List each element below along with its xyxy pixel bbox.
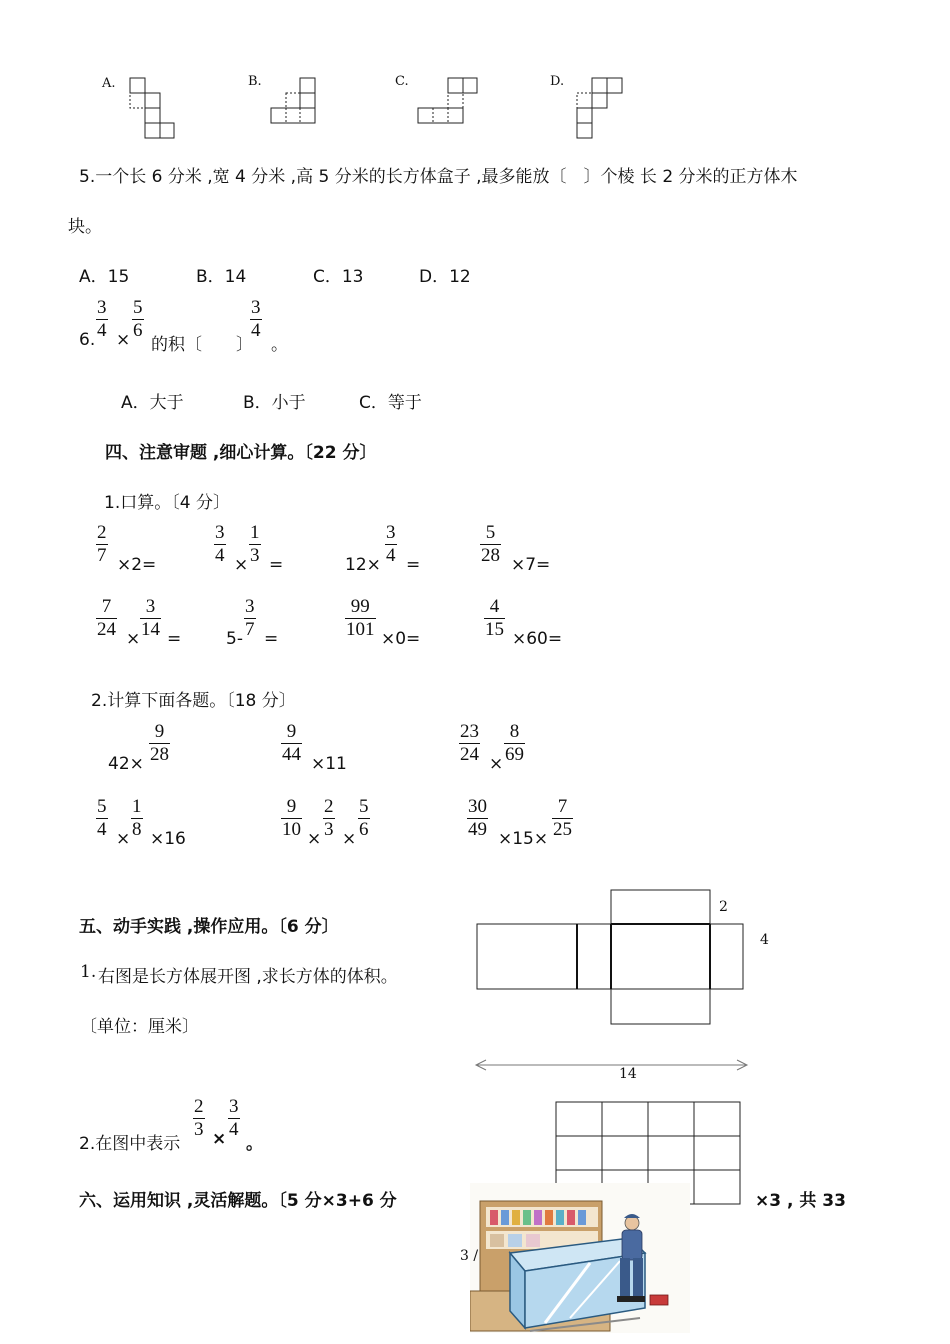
shape-option-b	[268, 74, 323, 126]
calc-e-fraction-2: $\frac{2}{3}$	[324, 796, 334, 840]
oral-r1c3-tail: =	[406, 555, 421, 575]
calc-d-op: ×	[116, 829, 131, 849]
section4-title: 四、注意审题 ,细心计算。〔22 分〕	[105, 443, 377, 463]
cuboid-net-diagram	[470, 885, 770, 1085]
section6-title: 六、运用知识 ,灵活解题。〔5 分×3+6 分	[79, 1191, 397, 1211]
oral-r2c1-fraction-1: $\frac{7}{24}$	[97, 596, 116, 640]
oral-r1c3-fraction: $\frac{3}{4}$	[386, 522, 396, 566]
oral-r1c2-op: ×	[234, 555, 249, 575]
q6-prefix: 6.	[79, 330, 96, 350]
net-label-bottom: 14	[619, 1066, 637, 1082]
oral-r2c1-op: ×	[126, 629, 141, 649]
section5-q1-text: 右图是长方体展开图 ,求长方体的体积。	[98, 967, 398, 987]
calc-a-fraction: $\frac{9}{28}$	[150, 721, 169, 765]
net-label-right: 4	[760, 932, 769, 948]
calc-e-fraction-3: $\frac{5}{6}$	[359, 796, 369, 840]
q6-fraction-3: $\frac{3}{4}$	[251, 297, 261, 341]
section5-q2-prefix: 2.在图中表示	[79, 1134, 181, 1154]
q5-text-line2: 块。	[68, 217, 102, 237]
oral-r1c2-tail: =	[269, 555, 284, 575]
oral-r2c2-tail: =	[264, 629, 279, 649]
calc-e-op2: ×	[342, 829, 357, 849]
q6-option-b: B．小于	[243, 393, 306, 413]
calc-c-fraction-1: $\frac{23}{24}$	[460, 721, 479, 765]
calc-c-op: ×	[489, 754, 504, 774]
q6-option-c: C．等于	[359, 393, 422, 413]
oral-r1c4-fraction: $\frac{5}{28}$	[481, 522, 500, 566]
q6-middle: 的积〔 〕	[151, 335, 253, 355]
calc-f-fraction-2: $\frac{7}{25}$	[553, 796, 572, 840]
oral-r1c1-fraction: $\frac{2}{7}$	[97, 522, 107, 566]
calc-b-tail: ×11	[311, 754, 347, 774]
calc-d-tail: ×16	[150, 829, 186, 849]
section5-q1-number: 1.	[80, 962, 97, 982]
shape-option-d-label: D.	[550, 74, 565, 89]
oral-r2c3-tail: ×0=	[381, 629, 421, 649]
calc-f-mid: ×15×	[498, 829, 549, 849]
q6-fraction-2: $\frac{5}{6}$	[133, 297, 143, 341]
section5-q2-fraction-2: $\frac{3}{4}$	[229, 1096, 239, 1140]
shape-option-c-label: C.	[395, 74, 409, 89]
q5-option-a: A．15	[79, 267, 130, 287]
q6-option-a: A．大于	[121, 393, 184, 413]
calc-d-fraction-2: $\frac{1}{8}$	[132, 796, 142, 840]
worker-glass-case-illustration	[470, 1183, 690, 1333]
oral-r2c2-fraction: $\frac{3}{7}$	[245, 596, 255, 640]
section4-sub2: 2.计算下面各题。〔18 分〕	[91, 691, 296, 711]
oral-r1c4-tail: ×7=	[511, 555, 551, 575]
shape-option-d	[574, 74, 629, 142]
oral-r1c1-tail: ×2=	[117, 555, 157, 575]
shape-option-a-label: A.	[102, 76, 116, 91]
calc-e-op1: ×	[307, 829, 322, 849]
calc-d-fraction-1: $\frac{5}{4}$	[97, 796, 107, 840]
calc-f-fraction-1: $\frac{30}{49}$	[468, 796, 487, 840]
shape-option-c	[415, 74, 480, 126]
section5-title: 五、动手实践 ,操作应用。〔6 分〕	[79, 917, 339, 937]
calc-e-fraction-1: $\frac{9}{10}$	[282, 796, 301, 840]
section6-title-right: ×3 , 共 33	[755, 1191, 846, 1211]
net-label-top: 2	[719, 899, 728, 915]
calc-b-fraction: $\frac{9}{44}$	[282, 721, 301, 765]
q6-end: 。	[271, 335, 288, 355]
q6-times: ×	[116, 330, 131, 350]
oral-r2c1-tail: =	[167, 629, 182, 649]
calc-a-head: 42×	[108, 754, 144, 774]
oral-r2c2-head: 5-	[226, 629, 243, 649]
q5-text-line1: 5.一个长 6 分米 ,宽 4 分米 ,高 5 分米的长方体盒子 ,最多能放〔 〕个棱 长 2 分米的正方体木	[79, 167, 798, 187]
oral-r2c3-fraction: $\frac{99}{101}$	[346, 596, 375, 640]
oral-r1c3-head: 12×	[345, 555, 381, 575]
q6-fraction-1: $\frac{3}{4}$	[97, 297, 107, 341]
section5-q1-unit: 〔单位：厘米〕	[80, 1017, 199, 1037]
shape-option-b-label: B.	[248, 74, 262, 89]
calc-c-fraction-2: $\frac{8}{69}$	[505, 721, 524, 765]
oral-r2c1-fraction-2: $\frac{3}{14}$	[141, 596, 160, 640]
shape-option-a	[125, 74, 180, 140]
oral-r2c4-fraction: $\frac{4}{15}$	[485, 596, 504, 640]
oral-r1c2-fraction-1: $\frac{3}{4}$	[215, 522, 225, 566]
section5-q2-op: ×	[212, 1129, 227, 1149]
page-number: 3 /	[460, 1248, 479, 1264]
section5-q2-fraction-1: $\frac{2}{3}$	[194, 1096, 204, 1140]
oral-r2c4-tail: ×60=	[512, 629, 563, 649]
section4-sub1: 1.口算。〔4 分〕	[104, 493, 230, 513]
q5-option-d: D．12	[419, 267, 471, 287]
q5-option-b: B．14	[196, 267, 247, 287]
oral-r1c2-fraction-2: $\frac{1}{3}$	[250, 522, 260, 566]
q5-option-c: C．13	[313, 267, 364, 287]
section5-q2-end: 。	[246, 1134, 263, 1154]
